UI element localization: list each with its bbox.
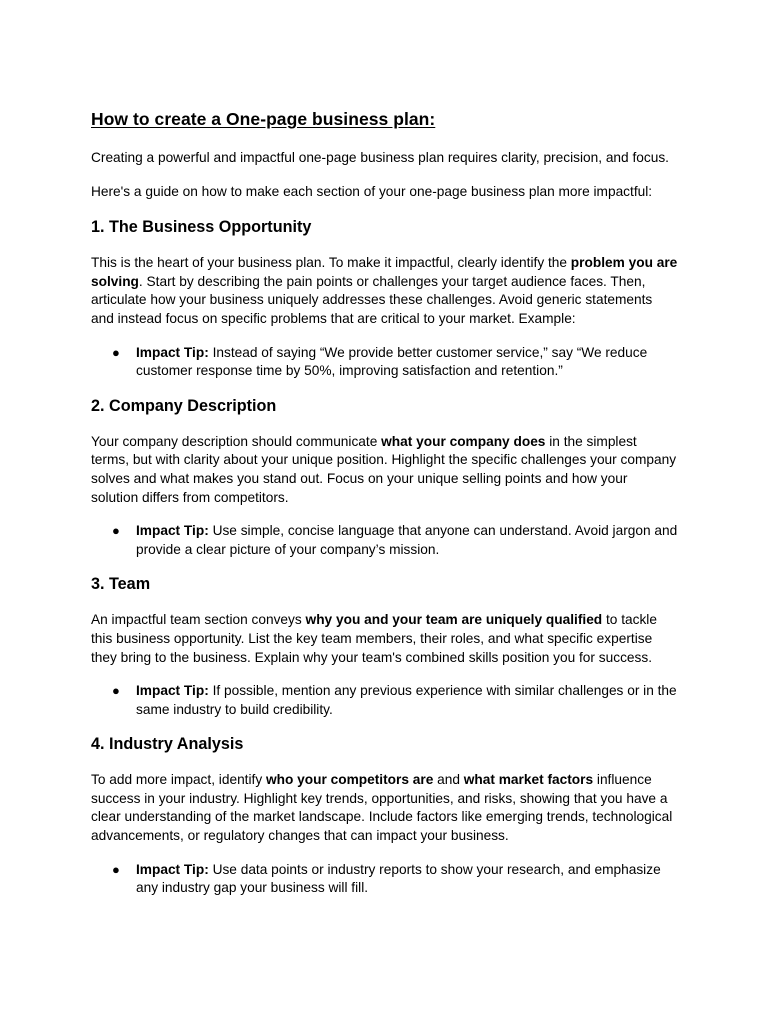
section-company-description	[91, 395, 678, 560]
section-paragraph	[91, 254, 678, 328]
document-title: How to create a One-page business plan:	[91, 109, 436, 129]
section-heading: 3. Team	[91, 575, 151, 594]
tip-list	[91, 522, 678, 559]
bullet-icon: ●	[112, 861, 120, 877]
bullet-icon: ●	[112, 344, 120, 360]
paragraph-text: An impactful team section conveys	[91, 612, 306, 628]
paragraph-emphasis: who your competitors are	[265, 772, 434, 788]
section-business-opportunity	[91, 216, 678, 381]
intro-paragraph: Creating a powerful and impactful one-page business plan requires clarity, precision, and focus.	[91, 150, 669, 165]
section-heading: 2. Company Description	[91, 396, 277, 415]
section-industry-analysis	[91, 733, 678, 898]
tip-label: Impact Tip:	[136, 861, 209, 877]
tip-label: Impact Tip:	[136, 344, 209, 360]
paragraph-text: and	[433, 772, 464, 788]
tip-list	[91, 344, 678, 381]
section-team	[91, 573, 678, 719]
tip-list	[91, 682, 678, 719]
bullet-icon: ●	[112, 523, 120, 539]
tip-text: Instead of saying “We provide better customer service,” say “We reduce customer response time by 50%, improving satisfaction and retention.”	[136, 344, 648, 379]
tip-item	[91, 682, 678, 719]
section-heading: 1. The Business Opportunity	[91, 218, 312, 237]
tip-label: Impact Tip:	[136, 523, 209, 539]
paragraph-text: influence success in your industry. Highlight key trends, opportunities, and risks, showing that you have a clear understanding of the market landscape. Include factors like emerging trends, technological advancements, or regulatory changes that can impact your business.	[91, 772, 673, 844]
tip-item	[91, 861, 678, 898]
paragraph-text: This is the heart of your business plan. To make it impactful, clearly identify the	[91, 255, 571, 271]
paragraph-emphasis: what market factors	[463, 772, 594, 788]
tip-text: Use data points or industry reports to show your research, and emphasize any industry gap your business will fill.	[136, 861, 661, 896]
section-paragraph	[91, 611, 678, 667]
tip-item	[91, 344, 678, 381]
bullet-icon: ●	[112, 683, 120, 699]
paragraph-text: to tackle this business opportunity. List the key team members, their roles, and what specific expertise they bring to the business. Explain why your team's combined skills position you for success.	[91, 612, 657, 665]
tip-label: Impact Tip:	[136, 683, 209, 699]
tip-list	[91, 861, 678, 898]
paragraph-emphasis: why you and your team are uniquely qualified	[305, 612, 603, 628]
paragraph-text: . Start by describing the pain points or challenges your target audience faces. Then, articulate how your business uniquely addresses these challenges. Avoid generic statements and instead focus on specific problems that are critical to your market. Example:	[91, 273, 653, 326]
paragraph-text: Your company description should communicate	[91, 433, 382, 449]
tip-text: Use simple, concise language that anyone can understand. Avoid jargon and provide a clear picture of your company’s mission.	[136, 523, 678, 557]
tip-text: If possible, mention any previous experience with similar challenges or in the same industry to build credibility.	[136, 683, 677, 717]
paragraph-emphasis: what your company does	[381, 433, 546, 449]
paragraph-emphasis: problem you are solving	[91, 255, 678, 289]
section-paragraph	[91, 771, 678, 845]
intro-paragraph: Here's a guide on how to make each section of your one-page business plan more impactful:	[91, 183, 653, 199]
section-heading: 4. Industry Analysis	[91, 735, 244, 754]
paragraph-text: in the simplest terms, but with clarity about your unique position. Highlight the specific challenges your company solves and what makes you stand out. Focus on your unique selling points and how your solution differs from competitors.	[91, 433, 677, 505]
tip-item	[91, 522, 678, 559]
section-paragraph	[91, 433, 678, 507]
paragraph-text: To add more impact, identify	[91, 772, 266, 788]
